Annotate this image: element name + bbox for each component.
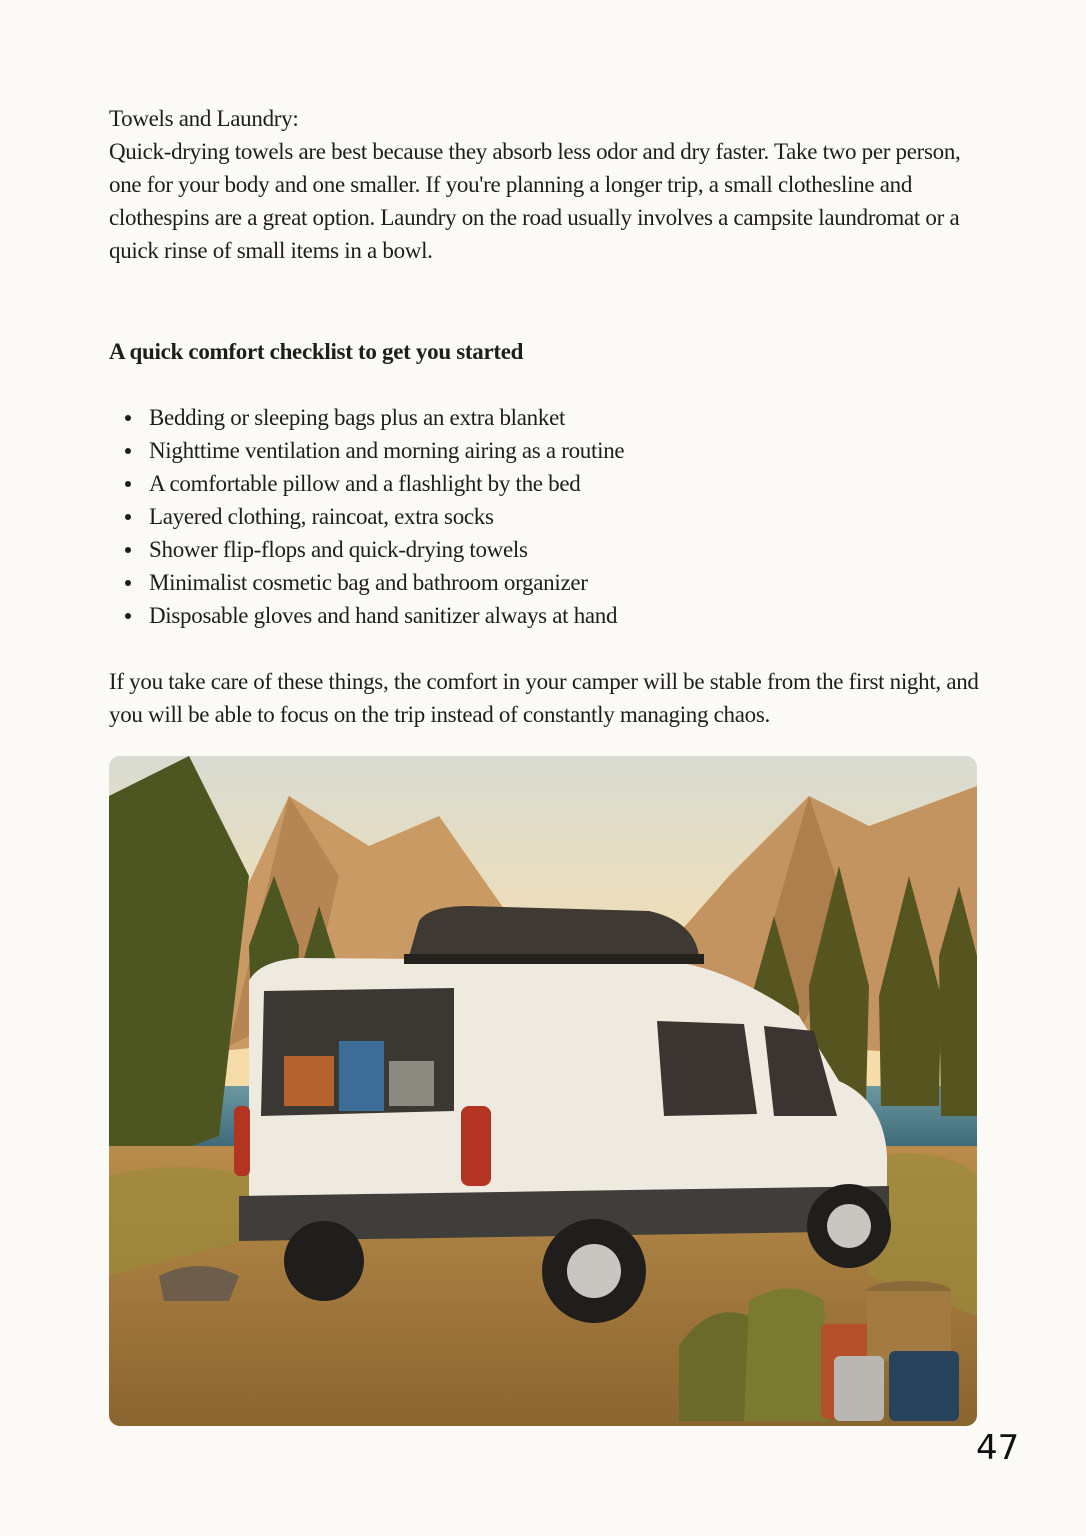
checklist-item: Nighttime ventilation and morning airing as a routine — [109, 434, 979, 467]
bullet-icon — [125, 415, 131, 421]
camper-van-scene-icon — [109, 756, 977, 1426]
page-content — [109, 102, 979, 731]
checklist-item: Shower flip-flops and quick-drying towels — [109, 533, 979, 566]
closing-paragraph: If you take care of these things, the comfort in your camper will be stable from the first night, and you will be able to focus on the trip instead of constantly managing chaos. — [109, 669, 979, 727]
camper-van-illustration — [109, 756, 977, 1426]
checklist-heading: A quick comfort checklist to get you started — [109, 339, 524, 364]
bullet-icon — [125, 448, 131, 454]
checklist-item: A comfortable pillow and a flashlight by the bed — [109, 467, 979, 500]
bullet-icon — [125, 613, 131, 619]
page-number: 47 — [976, 1428, 1020, 1468]
bullet-icon — [125, 580, 131, 586]
bullet-icon — [125, 514, 131, 520]
bullet-icon — [125, 481, 131, 487]
checklist — [109, 401, 979, 632]
section-title: Towels and Laundry: — [109, 106, 299, 131]
bullet-icon — [125, 547, 131, 553]
section-body: Quick-drying towels are best because they absorb less odor and dry faster. Take two per person, one for your body and one smaller. If you're planning a longer trip, a small clothesline and clothespins are a great option. Laundry on the road usually involves a campsite laundromat or a quick rinse of small items in a bowl. — [109, 139, 961, 263]
checklist-item: Layered clothing, raincoat, extra socks — [109, 500, 979, 533]
checklist-item: Disposable gloves and hand sanitizer always at hand — [109, 599, 979, 632]
checklist-item: Bedding or sleeping bags plus an extra blanket — [109, 401, 979, 434]
checklist-item: Minimalist cosmetic bag and bathroom organizer — [109, 566, 979, 599]
